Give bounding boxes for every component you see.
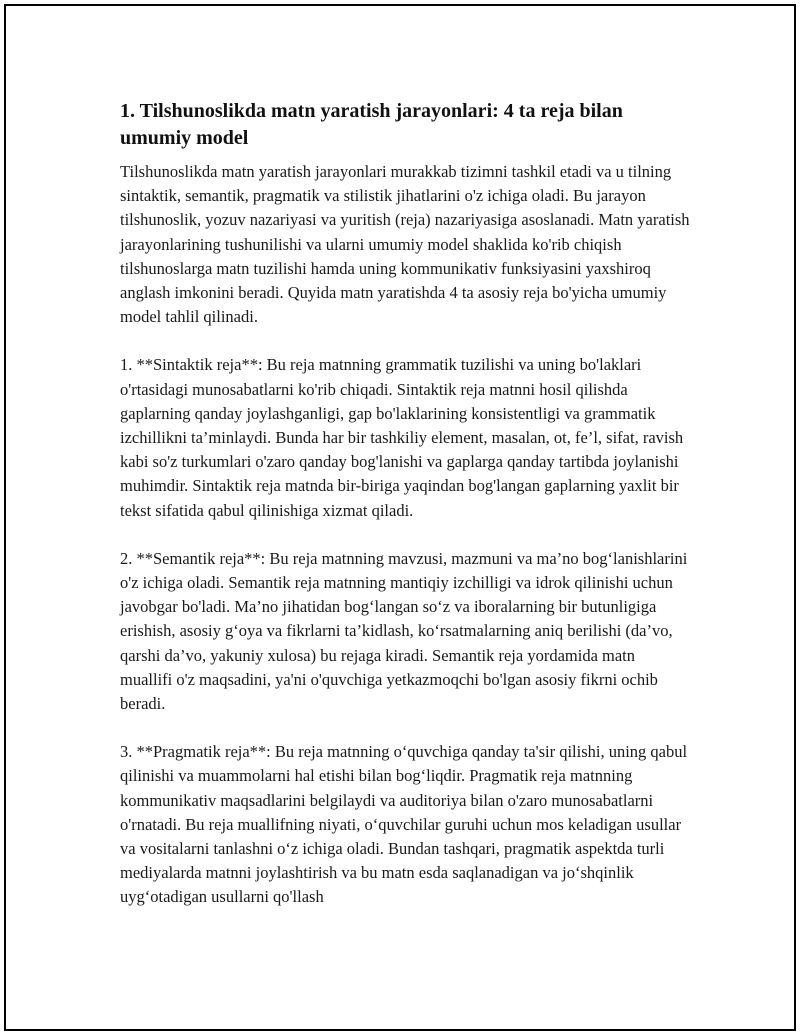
page-frame (4, 4, 796, 1031)
intro-paragraph: Tilshunoslikda matn yaratish jarayonlari murakkab tizimni tashkil etadi va u tilning sintaktik, semantik, pragmatik va stilistik jihatlarini o'z ichiga oladi. Bu jarayon tilshunoslik, yozuv nazariyasi va yuritish (reja) nazariyasiga asoslanadi. Matn yaratish jarayonlarining tushunilishi va ularni umumiy model shaklida ko'rib chiqish tilshunoslarga matn tuzilishi hamda uning kommunikativ funksiyasini yaxshiroq anglash imkonini beradi. Quyida matn yaratishda 4 ta asosiy reja bo'yicha umumiy model tahlil qilinadi. (120, 162, 690, 327)
syntactic-plan-paragraph: 1. **Sintaktik reja**: Bu reja matnning grammatik tuzilishi va uning bo'laklari o'rtasidagi munosabatlarni ko'rib chiqadi. Sintaktik reja matnni hosil qilishda gaplarning qanday joylashganligi, gap bo'laklarining konsistentligi va grammatik izchillikni ta’minlaydi. Bunda har bir tashkiliy element, masalan, ot, fe’l, sifat, ravish kabi so'z turkumlari o'zaro qanday bog'lanishi va gaplarga qanday tartibda joylanishi muhimdir. Sintaktik reja matnda bir-biriga yaqindan bog'langan gaplarning yaxlit bir tekst sifatida qabul qilinishiga xizmat qiladi. (120, 355, 684, 520)
pragmatic-plan-paragraph: 3. **Pragmatik reja**: Bu reja matnning o‘quvchiga qanday ta'sir qilishi, uning qabul qilinishi va muammolarni hal etishi bilan bog‘liqdir. Pragmatik reja matnning kommunikativ maqsadlarini belgilaydi va auditoriya bilan o'zaro munosabatlarni o'rnatadi. Bu reja muallifning niyati, o‘quvchilar guruhi uchun mos keladigan usullar va vositalarni tanlashni o‘z ichiga oladi. Bundan tashqari, pragmatik aspektda turli mediyalarda matnni joylashtirish va bu matn esda saqlanadigan va jo‘shqinlik uyg‘otadigan usullarni qo'llash (120, 742, 688, 907)
document-title: 1. Tilshunoslikda matn yaratish jarayonlari: 4 ta reja bilan umumiy model (120, 100, 623, 149)
semantic-plan-paragraph: 2. **Semantik reja**: Bu reja matnning mavzusi, mazmuni va ma’no bog‘lanishlarini o'z ichiga oladi. Semantik reja matnning mantiqiy izchilligi va idrok qilinishi uchun javobgar bo'ladi. Ma’no jihatidan bog‘langan so‘z va iboralarning bir butunligiga erishish, asosiy g‘oya va fikrlarni ta’kidlash, ko‘rsatmalarning aniq berilishi (da’vo, qarshi da’vo, yakuniy xulosa) bu rejaga kiradi. Semantik reja yordamida matn muallifi o'z maqsadini, ya'ni o'quvchiga yetkazmoqchi bo'lgan asosiy fikrni ochib beradi. (120, 548, 688, 714)
document-body (120, 98, 690, 934)
